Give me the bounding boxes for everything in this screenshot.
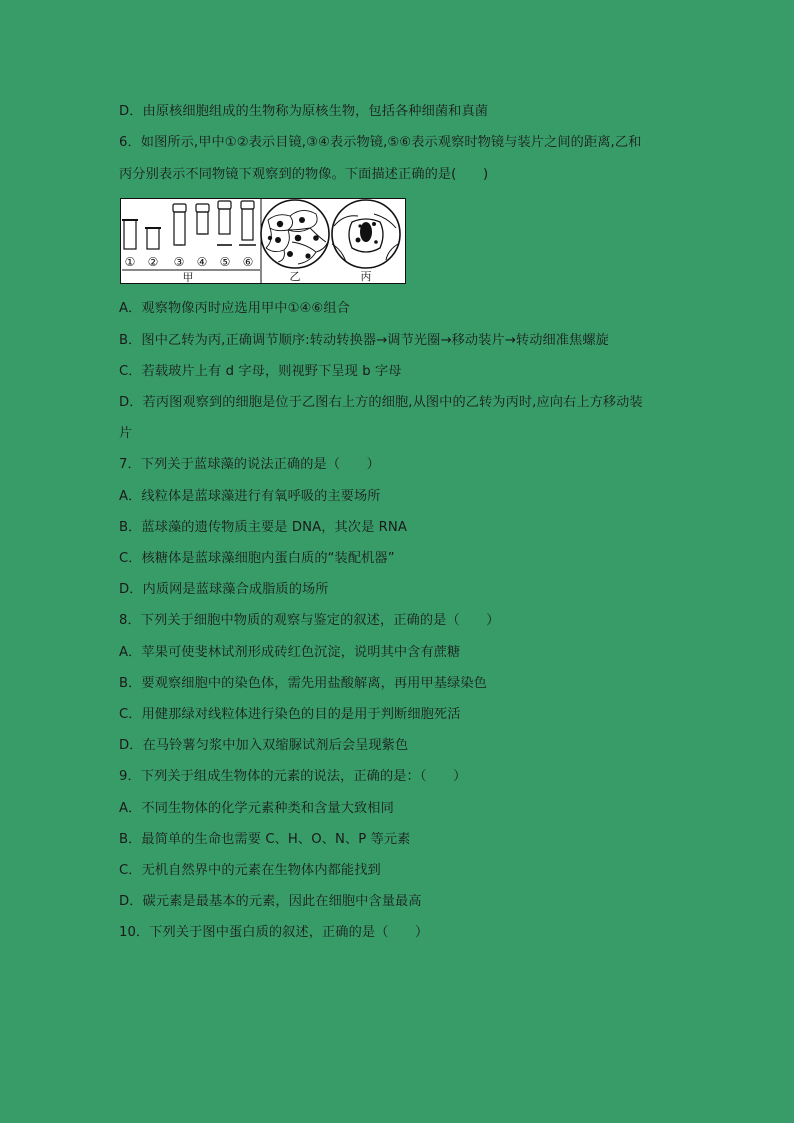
question-7-option-a: A．线粒体是蓝球藻进行有氧呼吸的主要场所 [119,489,381,504]
question-7-option-b: B．蓝球藻的遗传物质主要是 DNA，其次是 RNA [119,520,408,535]
question-9-stem: 9．下列关于组成生物体的元素的说法，正确的是：（ ） [119,769,467,784]
label-jia: 甲 [182,271,194,284]
label-3: ③ [173,255,185,269]
question-6-option-d-line-2: 片 [119,426,133,441]
question-8-option-c: C．用健那绿对线粒体进行染色的目的是用于判断细胞死活 [119,707,461,722]
microscope-figure [120,198,406,284]
question-6-option-c: C．若载玻片上有 d 字母，则视野下呈现 b 字母 [119,364,402,379]
question-8-option-d: D．在马铃薯匀浆中加入双缩脲试剂后会呈现紫色 [119,738,409,753]
label-2: ② [147,255,159,269]
question-8-stem: 8．下列关于细胞中物质的观察与鉴定的叙述，正确的是（ ） [119,613,500,628]
label-5: ⑤ [219,255,231,269]
label-1: ① [124,255,136,269]
question-6-stem-line-1: 6．如图所示,甲中①②表示目镜,③④表示物镜,⑤⑥表示观察时物镜与装片之间的距离,乙和 [119,135,642,150]
question-6-stem-line-2: 丙分别表示不同物镜下观察到的物像。下面描述正确的是( ) [119,167,489,182]
question-9-option-d: D．碳元素是最基本的元素，因此在细胞中含量最高 [119,894,422,909]
label-4: ④ [196,255,208,269]
question-9-option-a: A．不同生物体的化学元素种类和含量大致相同 [119,801,394,816]
question-8-option-b: B．要观察细胞中的染色体，需先用盐酸解离，再用甲基绿染色 [119,676,487,691]
question-6-option-b: B．图中乙转为丙,正确调节顺序:转动转换器→调节光圈→移动装片→转动细准焦螺旋 [119,333,609,348]
question-10-stem: 10．下列关于图中蛋白质的叙述，正确的是（ ） [119,925,429,940]
label-yi: 乙 [289,270,301,283]
question-7-stem: 7．下列关于蓝球藻的说法正确的是（ ） [119,457,380,472]
question-5-option-d: D．由原核细胞组成的生物称为原核生物，包括各种细菌和真菌 [119,104,489,119]
question-9-option-c: C．无机自然界中的元素在生物体内都能找到 [119,863,381,878]
label-bing: 丙 [360,270,372,283]
label-6: ⑥ [242,255,254,269]
question-7-option-d: D．内质网是蓝球藻合成脂质的场所 [119,582,329,597]
question-6-option-a: A．观察物像丙时应选用甲中①④⑥组合 [119,301,350,316]
question-6-option-d-line-1: D．若丙图观察到的细胞是位于乙图右上方的细胞,从图中的乙转为丙时,应向右上方移动装 [119,395,643,410]
question-8-option-a: A．苹果可使斐林试剂形成砖红色沉淀，说明其中含有蔗糖 [119,645,461,660]
question-9-option-b: B．最简单的生命也需要 C、H、O、N、P 等元素 [119,832,411,847]
question-7-option-c: C．核糖体是蓝球藻细胞内蛋白质的“装配机器” [119,551,395,566]
